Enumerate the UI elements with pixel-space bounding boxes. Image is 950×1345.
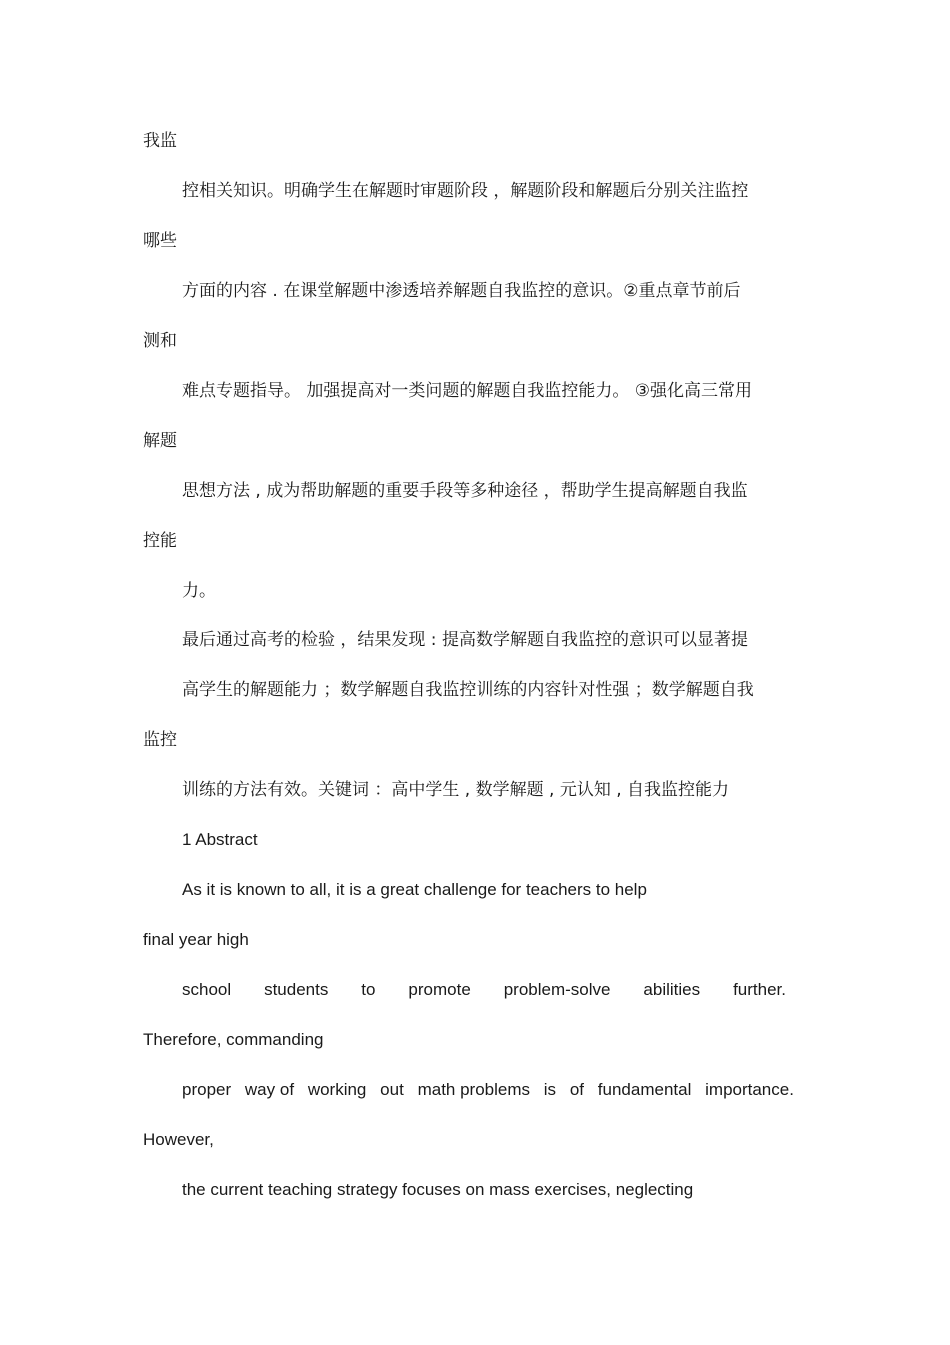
text-line: 最后通过高考的检验 ，结果发现 : 提高数学解题自我监控的意识可以显著提 <box>182 630 748 650</box>
word: fundamental <box>597 1080 692 1099</box>
text-line: However, <box>143 1130 214 1149</box>
word: to <box>361 980 376 999</box>
word: importance. <box>705 1080 794 1099</box>
word: math problems <box>417 1080 531 1099</box>
word: out <box>380 1080 404 1099</box>
word: further. <box>733 980 786 999</box>
word: students <box>264 980 329 999</box>
word: way of <box>244 1080 295 1099</box>
word: working <box>307 1080 367 1099</box>
word: is <box>543 1080 557 1099</box>
text-line: 控能 <box>143 531 177 551</box>
word: abilities <box>643 980 701 999</box>
word: of <box>569 1080 585 1099</box>
text-line: 监控 <box>143 730 177 750</box>
text-line: 解题 <box>143 431 177 451</box>
abstract-heading: 1 Abstract <box>182 830 258 849</box>
text-line: the current teaching strategy focuses on mass exercises, neglecting <box>182 1180 694 1199</box>
text-line: 难点专题指导。 加强提高对一类问题的解题自我监控能力。 ③强化高三常用 <box>182 381 753 401</box>
text-line: 方面的内容 . 在课堂解题中渗透培养解题自我监控的意识。②重点章节前后 <box>182 281 741 301</box>
text-line: As it is known to all, it is a great challenge for teachers to help <box>182 880 647 899</box>
text-line: 训练的方法有效。关键词 ：高中学生 , 数学解题 , 元认知 , 自我监控能力 <box>182 780 730 800</box>
word: promote <box>408 980 471 999</box>
justified-text-line <box>182 1080 794 1100</box>
text-line: 哪些 <box>143 231 177 251</box>
word: proper <box>182 1080 232 1099</box>
text-line: 测和 <box>143 331 177 351</box>
word: problem-solve <box>503 980 611 999</box>
justified-text-line <box>182 980 786 1000</box>
text-line: 力。 <box>182 581 216 601</box>
word: school <box>182 980 232 999</box>
text-line: 控相关知识。明确学生在解题时审题阶段 ，解题阶段和解题后分别关注监控 <box>182 181 749 201</box>
text-line: final year high <box>143 930 249 949</box>
text-line: Therefore, commanding <box>143 1030 324 1049</box>
text-line: 我监 <box>143 131 177 151</box>
text-line: 高学生的解题能力 ；数学解题自我监控训练的内容针对性强 ；数学解题自我 <box>182 680 754 700</box>
text-line: 思想方法 , 成为帮助解题的重要手段等多种途径 ，帮助学生提高解题自我监 <box>182 481 748 501</box>
